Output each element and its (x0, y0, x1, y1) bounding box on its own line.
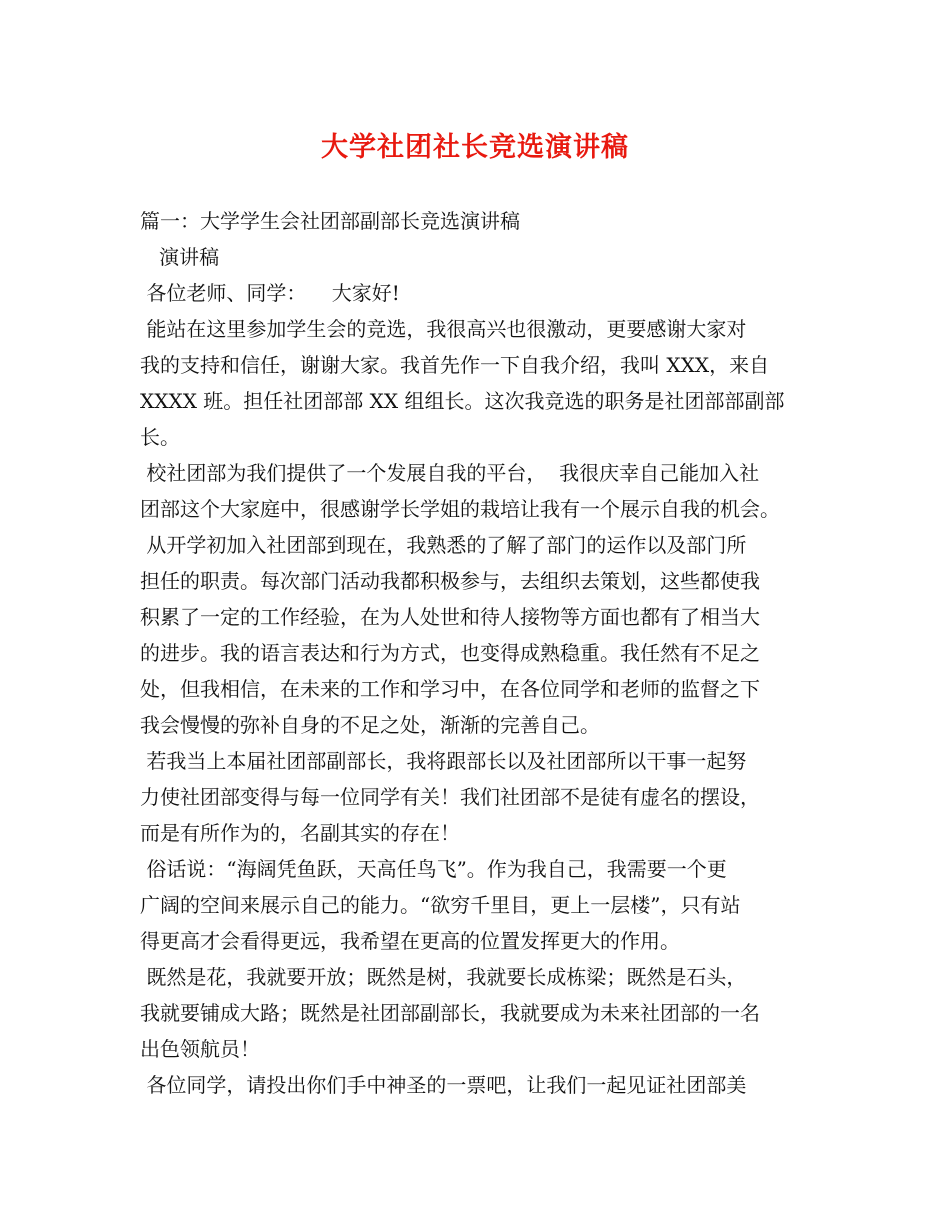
body-line: 得更高才会看得更远，我希望在更高的位置发挥更大的作用。 (140, 929, 680, 953)
body-line: 若我当上本届社团部副部长，我将跟部长以及社团部所以干事一起努 (140, 749, 747, 773)
body-line: 篇一：大学学生会社团部副部长竞选演讲稿 (140, 209, 520, 233)
body-line: 团部这个大家庭中，很感谢学长学姐的栽培让我有一个展示自我的机会。 (140, 497, 780, 521)
body-line: 能站在这里参加学生会的竞选，我很高兴也很激动，更要感谢大家对 (140, 317, 747, 341)
body-line: 出色领航员！ (140, 1037, 260, 1061)
body-line: 广阔的空间来展示自己的能力。“欲穷千里目，更上一层楼”，只有站 (140, 893, 741, 917)
body-line: 我会慢慢的弥补自身的不足之处，渐渐的完善自己。 (140, 713, 600, 737)
body-line: 而是有所作为的，名副其实的存在！ (140, 821, 460, 845)
body-line: 各位同学，请投出你们手中神圣的一票吧，让我们一起见证社团部美 (140, 1073, 747, 1097)
body-line: 校社团部为我们提供了一个发展自我的平台， 我很庆幸自己能加入社 (140, 461, 760, 485)
body-line: 我就要铺成大路；既然是社团部副部长，我就要成为未来社团部的一名 (140, 1001, 760, 1025)
body-line: 我的支持和信任，谢谢大家。我首先作一下自我介绍，我叫 XXX，来自 (140, 353, 770, 377)
body-line: 演讲稿 (140, 245, 220, 269)
body-line: 担任的职责。每次部门活动我都积极参与，去组织去策划，这些都使我 (140, 569, 760, 593)
body-line: 力使社团部变得与每一位同学有关！我们社团部不是徒有虚名的摆设， (140, 785, 760, 809)
body-line: 的进步。我的语言表达和行为方式，也变得成熟稳重。我任然有不足之 (140, 641, 760, 665)
body-line: 积累了一定的工作经验，在为人处世和待人接物等方面也都有了相当大 (140, 605, 760, 629)
body-line: 俗话说：“海阔凭鱼跃，天高任鸟飞”。作为我自己，我需要一个更 (140, 857, 727, 881)
body-line: 既然是花，我就要开放；既然是树，我就要长成栋梁；既然是石头， (140, 965, 747, 989)
document-body (140, 203, 830, 1103)
body-line: 从开学初加入社团部到现在，我熟悉的了解了部门的运作以及部门所 (140, 533, 747, 557)
body-line: XXXX 班。担任社团部部 XX 组组长。这次我竞选的职务是社团部部副部 (140, 389, 785, 413)
body-line: 各位老师、同学： 大家好! (140, 281, 400, 305)
document-title: 大学社团社长竞选演讲稿 (321, 132, 629, 163)
body-line: 处，但我相信，在未来的工作和学习中，在各位同学和老师的监督之下 (140, 677, 760, 701)
body-line: 长。 (140, 425, 180, 449)
